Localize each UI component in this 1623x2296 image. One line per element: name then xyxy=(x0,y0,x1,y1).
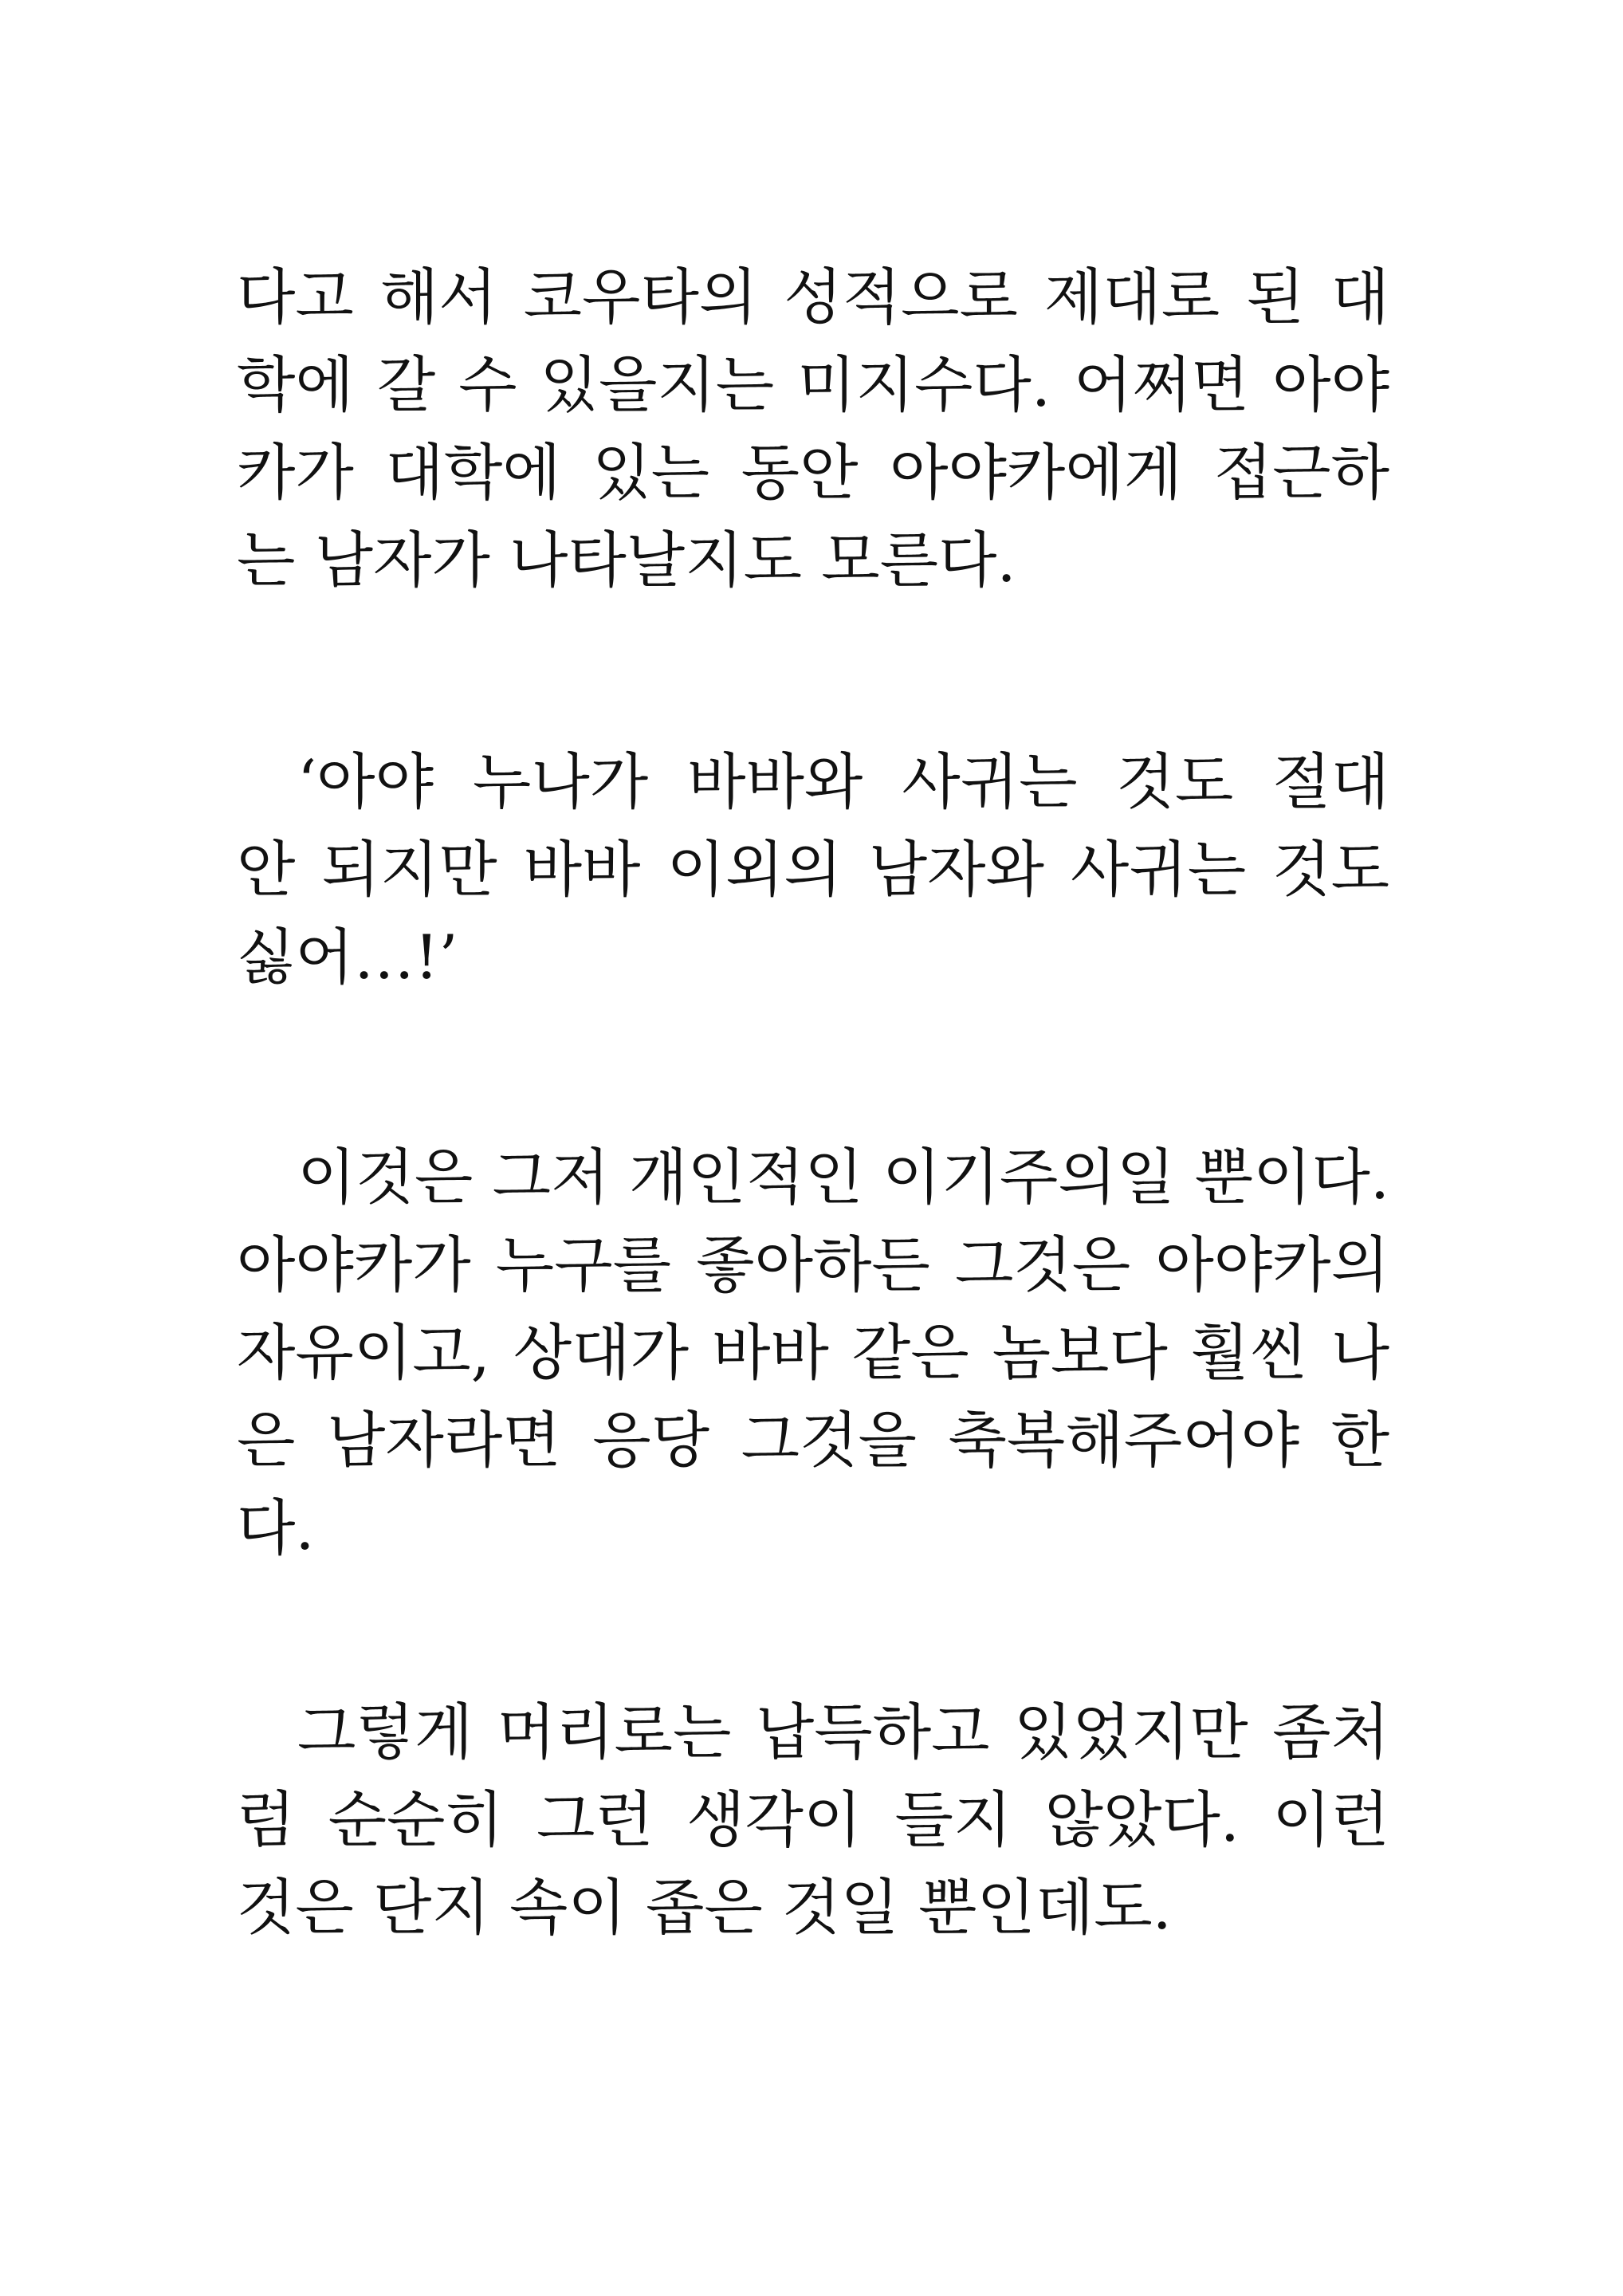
paragraph-line: 것은 단지 속이 좁은 것일 뿐인데도. xyxy=(237,1872,1172,1943)
paragraph-line: 는 남자가 나타날지도 모른다. xyxy=(237,525,1016,596)
paragraph-line: 아야카가 누구를 좋아하든 그것은 아야카의 xyxy=(237,1229,1389,1300)
paragraph-2 xyxy=(237,738,1389,1001)
paragraph-line: 다고 해서 코우타의 성적으로 제대로 된 대 xyxy=(237,261,1389,332)
paragraph-line: 은 남자라면 응당 그것을 축복해주어야 한 xyxy=(237,1405,1389,1476)
paragraph-3 xyxy=(237,1134,1389,1572)
paragraph-line: 학에 갈 수 있을지는 미지수다. 어쩌면 아야 xyxy=(237,349,1389,420)
paragraph-1 xyxy=(237,254,1389,604)
paragraph-line: ‘아야 누나가 바바와 사귀는 것도 절대 xyxy=(297,746,1389,817)
paragraph-4 xyxy=(237,1689,1389,1952)
paragraph-line: 싫어…!’ xyxy=(237,922,458,993)
paragraph-line: 다. xyxy=(237,1492,315,1563)
paragraph-line: 그렇게 머리로는 납득하고 있었지만 좀처 xyxy=(297,1696,1389,1767)
paragraph-line: 이것은 그저 개인적인 이기주의일 뿐이다. xyxy=(297,1142,1389,1213)
paragraph-line: 안 되지만 바바 이외의 남자와 사귀는 것도 xyxy=(237,834,1389,905)
paragraph-line: 자유이고, 상대가 바바 같은 놈보다 훨씬 나 xyxy=(237,1317,1389,1388)
paragraph-line: 럼 순순히 그런 생각이 들지 않았다. 이런 xyxy=(237,1784,1389,1855)
paragraph-line: 카가 대학에 있는 동안 아야카에게 접근하 xyxy=(237,437,1389,508)
